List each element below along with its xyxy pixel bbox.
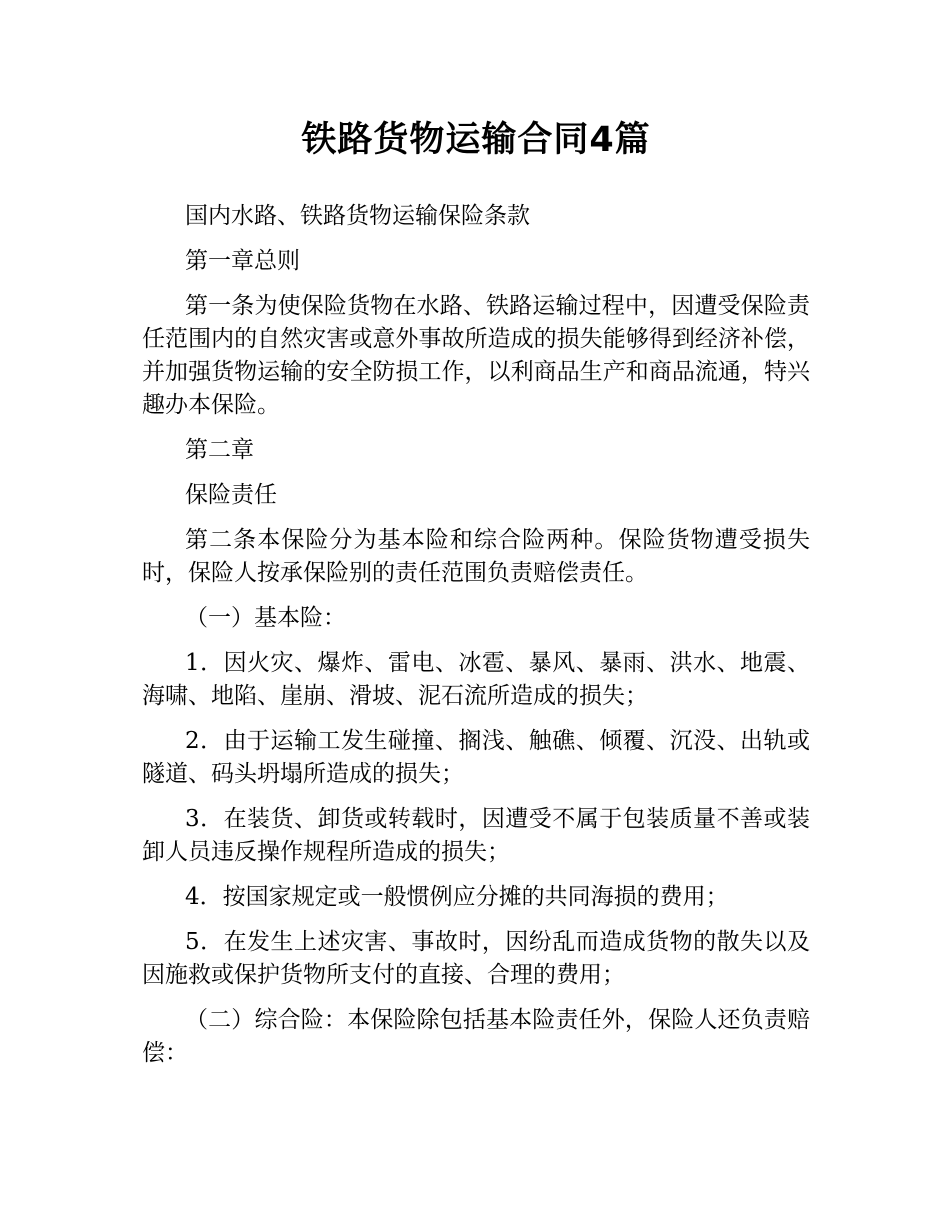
document-title: 铁路货物运输合同4篇 <box>301 120 651 160</box>
paragraph-item-3: 3．在装货、卸货或转载时，因遭受不属于包装质量不善或装卸人员违反操作规程所造成的损失； <box>142 806 810 865</box>
paragraph-item-4: 4．按国家规定或一般惯例应分摊的共同海损的费用； <box>185 884 729 910</box>
paragraph-basic-coverage: （一）基本险： <box>185 605 346 631</box>
paragraph-item-1: 1．因火灾、爆炸、雷电、冰雹、暴风、暴雨、洪水、地震、海啸、地陷、崖崩、滑坡、泥石流所造成的损失； <box>142 650 810 709</box>
paragraph-article-one: 第一条为使保险货物在水路、铁路运输过程中，因遭受保险责任范围内的自然灾害或意外事故所造成的损失能够得到经济补偿，并加强货物运输的安全防损工作，以利商品生产和商品流通，特兴趣办本保险。 <box>142 293 810 418</box>
paragraph-heading: 国内水路、铁路货物运输保险条款 <box>185 203 530 229</box>
paragraph-insurance-liability: 保险责任 <box>185 482 277 508</box>
paragraph-item-2: 2．由于运输工发生碰撞、搁浅、触礁、倾覆、沉没、出轨或隧道、码头坍塌所造成的损失； <box>142 728 810 787</box>
paragraph-article-two: 第二条本保险分为基本险和综合险两种。保险货物遭受损失时，保险人按承保险别的责任范围负责赔偿责任。 <box>142 527 810 586</box>
paragraph-item-5: 5．在发生上述灾害、事故时，因纷乱而造成货物的散失以及因施救或保护货物所支付的直接、合理的费用； <box>142 929 810 988</box>
paragraph-chapter-two: 第二章 <box>185 437 254 463</box>
paragraph-comprehensive-coverage: （二）综合险：本保险除包括基本险责任外，保险人还负责赔偿： <box>142 1007 810 1066</box>
paragraph-chapter-one: 第一章总则 <box>185 248 300 274</box>
document-body <box>142 200 810 1082</box>
